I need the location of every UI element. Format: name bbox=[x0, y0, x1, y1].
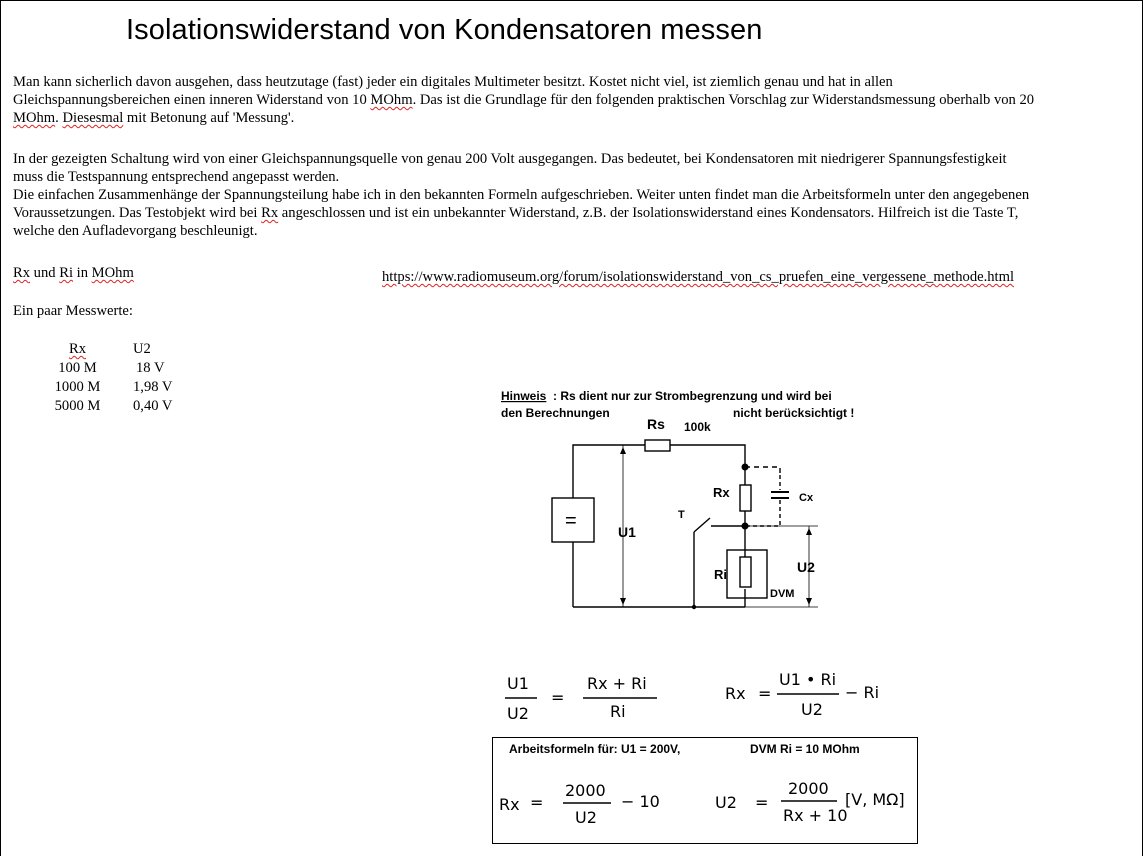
text-line: Gleichspannungsbereichen einen inneren Widerstand von 10 MOhm. Das ist die Grundlage für den folgenden praktischen Vorschlag zur Widerstandsmessung oberhalb von 20 bbox=[13, 92, 1035, 108]
f2-num: U1 • Ri bbox=[779, 670, 837, 689]
text-line: welche den Aufladevorgang beschleunigt. bbox=[13, 223, 258, 239]
wf2-den: Rx + 10 bbox=[783, 806, 848, 825]
table-row bbox=[30, 378, 196, 397]
u2-label: U2 bbox=[797, 559, 815, 575]
cx-label: Cx bbox=[799, 492, 814, 504]
paragraph-intro bbox=[13, 73, 1138, 127]
eq-sign: = bbox=[758, 684, 772, 703]
wf1-num: 2000 bbox=[565, 781, 606, 800]
working-formulas-box bbox=[492, 737, 918, 844]
circuit-diagram bbox=[495, 385, 905, 615]
table-cell: 5000 M bbox=[54, 398, 101, 414]
wf2-lhs: U2 bbox=[715, 793, 737, 812]
table-cell: 18 V bbox=[136, 360, 165, 376]
wf1-lhs: Rx bbox=[499, 795, 520, 814]
rs-value: 100k bbox=[684, 420, 711, 434]
u1-label: U1 bbox=[618, 524, 636, 540]
eq-sign: = bbox=[530, 793, 544, 812]
table-row bbox=[30, 397, 196, 416]
table-header-row bbox=[30, 340, 196, 359]
f2-den: U2 bbox=[801, 700, 823, 719]
f1-rhs-den: Ri bbox=[610, 702, 626, 721]
table-header: U2 bbox=[133, 341, 151, 357]
table-cell: 100 M bbox=[58, 360, 97, 376]
rx-label: Rx bbox=[713, 485, 730, 500]
table-cell: 1000 M bbox=[54, 379, 101, 395]
eq-sign: = bbox=[755, 793, 769, 812]
page-title: Isolationswiderstand von Kondensatoren messen bbox=[126, 14, 763, 46]
text-line: In der gezeigten Schaltung wird von einer Gleichspannungsquelle von genau 200 Volt ausgegangen. Das bedeutet, bei Kondensatoren mit niedrigerer Spannungsfestigkeit bbox=[13, 151, 1007, 167]
box-header: Arbeitsformeln für: U1 = 200V, bbox=[509, 742, 681, 756]
units-note: Rx und Ri in MOhm bbox=[13, 265, 134, 281]
f1-lhs-num: U1 bbox=[507, 674, 529, 693]
table-cell: 0,40 V bbox=[133, 398, 173, 414]
working-formulas bbox=[493, 776, 917, 838]
t-label: T bbox=[678, 509, 685, 521]
text-line: muss die Testspannung entsprechend angepasst werden. bbox=[13, 169, 340, 185]
measurements-heading: Ein paar Messwerte: bbox=[13, 303, 133, 319]
box-header: DVM Ri = 10 MOhm bbox=[750, 742, 860, 756]
text-line: Voraussetzungen. Das Testobjekt wird bei Rx angeschlossen und ist ein unbekannter Widerstand, z.B. der Isolationswiderstand eines Kondensators. Hilfreich ist die Taste T, bbox=[13, 205, 1019, 221]
f1-rhs-num: Rx + Ri bbox=[587, 674, 647, 693]
ri-label: Ri bbox=[714, 567, 727, 582]
text-line: MOhm. Diesesmal mit Betonung auf 'Messung'. bbox=[13, 110, 295, 126]
hint-text: nicht berücksichtigt ! bbox=[733, 406, 855, 420]
wf2-num: 2000 bbox=[788, 779, 829, 798]
f2-tail: − Ri bbox=[845, 683, 880, 702]
table-row bbox=[30, 359, 196, 378]
hint-text: : Rs dient nur zur Strombegrenzung und wird bei bbox=[553, 389, 832, 403]
source-link[interactable]: https://www.radiomuseum.org/forum/isolationswiderstand_von_cs_pruefen_eine_vergessene_methode.html bbox=[382, 269, 1015, 285]
f1-lhs-den: U2 bbox=[507, 704, 529, 723]
rs-label: Rs bbox=[647, 416, 665, 432]
measurement-table bbox=[30, 340, 196, 416]
eq-sign: = bbox=[551, 688, 565, 707]
hint-text: den Berechnungen bbox=[501, 406, 610, 420]
table-header: Rx bbox=[68, 341, 87, 357]
wf2-units: [V, MΩ] bbox=[845, 790, 905, 809]
text-line: Man kann sicherlich davon ausgehen, dass heutzutage (fast) jeder ein digitales Multimeter besitzt. Kostet nicht viel, ist ziemlich genau und hat in allen bbox=[13, 74, 893, 90]
wf1-den: U2 bbox=[575, 808, 597, 827]
f2-lhs: Rx bbox=[725, 684, 746, 703]
table-cell: 1,98 V bbox=[133, 379, 173, 395]
wf1-tail: − 10 bbox=[621, 792, 660, 811]
formulas-general bbox=[495, 665, 915, 730]
dc-source-symbol: = bbox=[565, 510, 577, 532]
paragraph-circuit bbox=[13, 150, 1138, 240]
hint-label: Hinweis bbox=[501, 389, 547, 403]
dvm-label: DVM bbox=[770, 588, 795, 600]
text-line: Die einfachen Zusammenhänge der Spannungsteilung habe ich in den bekannten Formeln aufgeschrieben. Weiter unten findet man die Arbeitsformeln unter den angegebenen bbox=[13, 187, 1030, 203]
